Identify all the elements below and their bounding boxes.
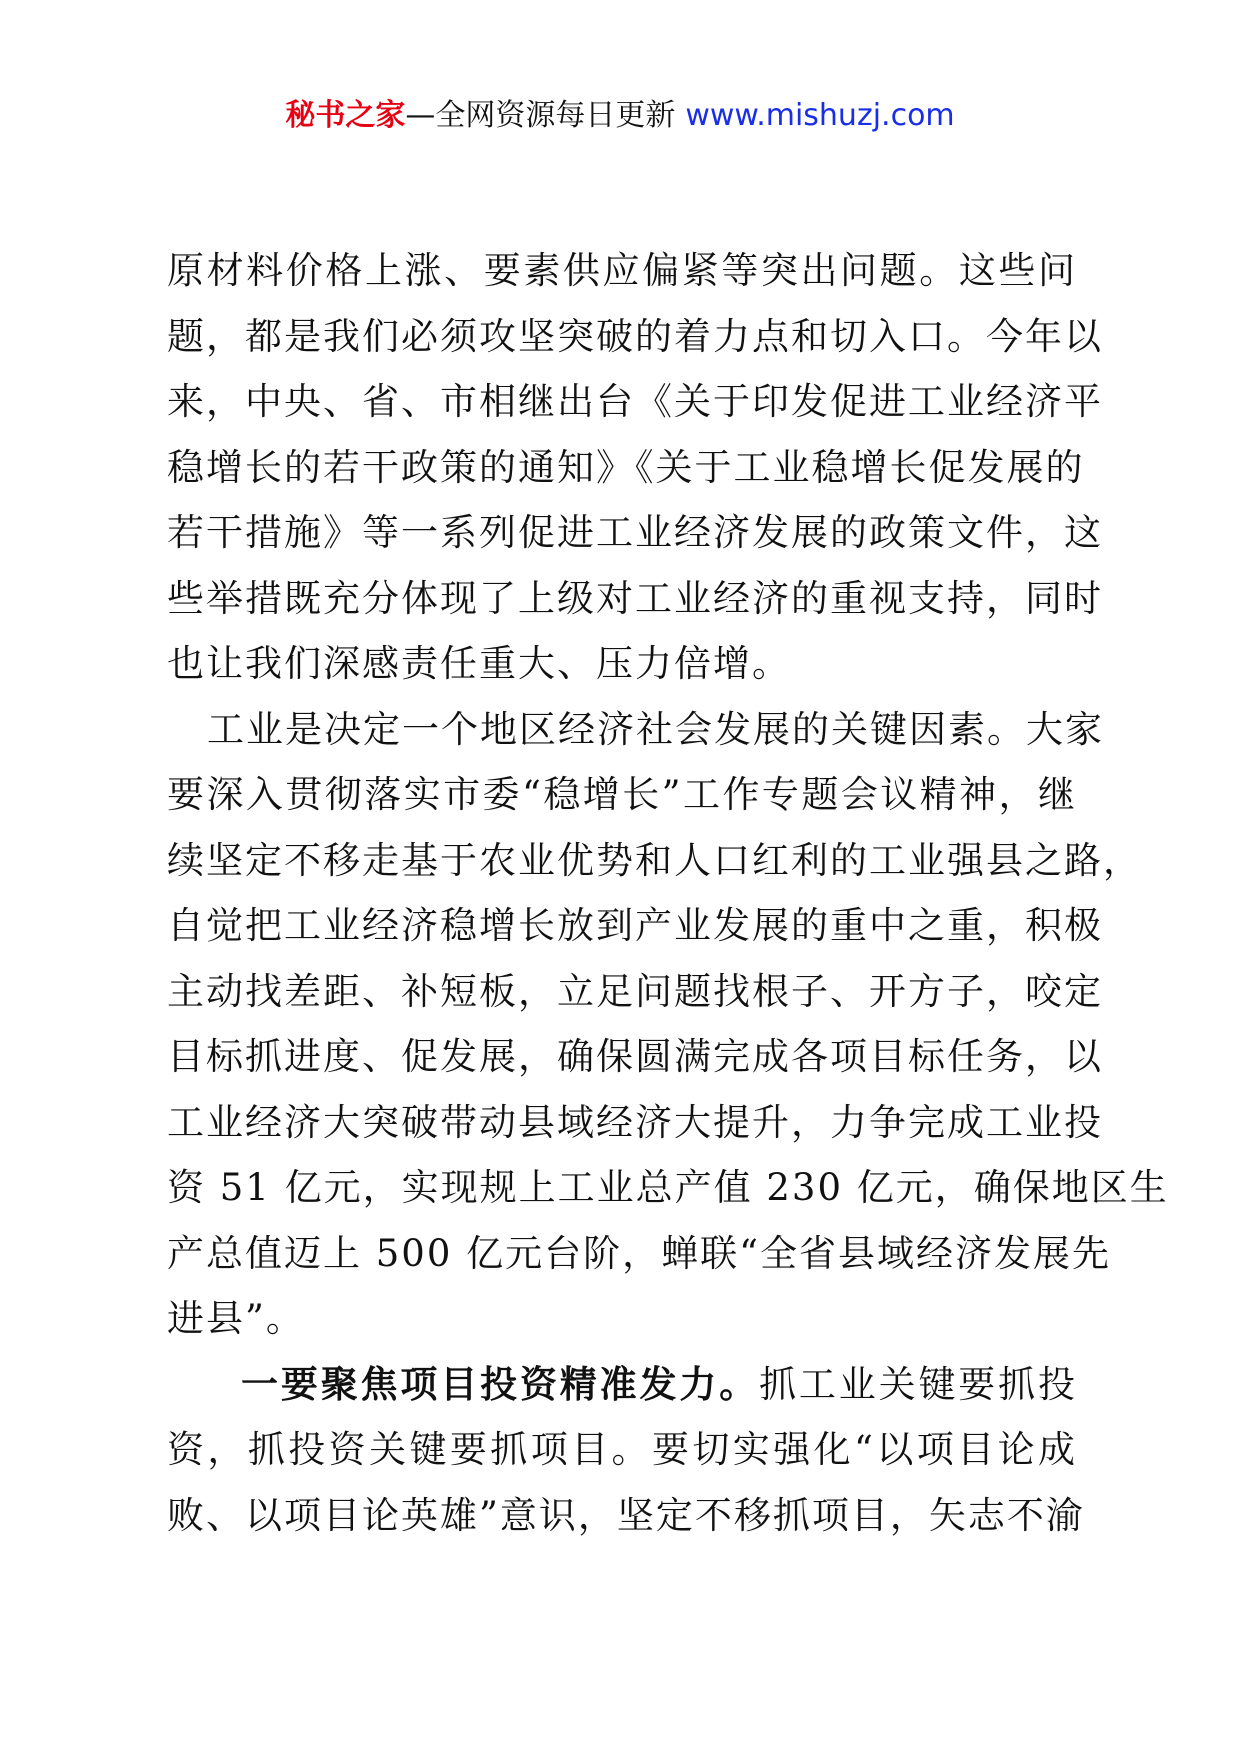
paragraph-line: 若干措施》等一系列促进工业经济发展的政策文件，这 (167, 511, 1103, 554)
paragraph-line: 来，中央、省、市相继出台《关于印发促进工业经济平 (167, 380, 1103, 423)
paragraph-line: 也让我们深感责任重大、压力倍增。 (167, 642, 791, 685)
site-header (0, 96, 1240, 136)
paragraph-line: 资，抓投资关键要抓项目。要切实强化“以项目论成 (167, 1428, 1077, 1471)
site-url-link[interactable]: www.mishuzj.com (685, 98, 955, 133)
section-heading: 一要聚焦项目投资精准发力。 (241, 1361, 760, 1406)
paragraph-line: 目标抓进度、促发展，确保圆满完成各项目标任务，以 (167, 1035, 1103, 1078)
paragraph-3 (167, 1352, 1085, 1549)
paragraph-line: 稳增长的若干政策的通知》《关于工业稳增长促发展的 (167, 445, 1085, 489)
document-body (167, 238, 1169, 1548)
paragraph-line: 资 51 亿元，实现规上工业总产值 230 亿元，确保地区生 (167, 1166, 1169, 1209)
paragraph-line: 要深入贯彻落实市委“稳增长”工作专题会议精神，继 (167, 773, 1077, 816)
paragraph-line: 工业是决定一个地区经济社会发展的关键因素。大家 (207, 707, 1104, 751)
paragraph-line: 原材料价格上涨、要素供应偏紧等突出问题。这些问 (167, 249, 1077, 292)
paragraph-line: 工业经济大突破带动县域经济大提升，力争完成工业投 (167, 1100, 1103, 1144)
paragraph-line: 进县”。 (167, 1297, 305, 1340)
paragraph-1 (167, 238, 1103, 697)
paragraph-2 (167, 697, 1169, 1352)
paragraph-line: 主动找差距、补短板，立足问题找根子、开方子，咬定 (167, 969, 1103, 1013)
heading-line-rest: 抓工业关键要抓投 (759, 1362, 1078, 1406)
site-brand: 秘书之家 (285, 98, 406, 133)
paragraph-line: 题，都是我们必须攻坚突破的着力点和切入口。今年以 (167, 314, 1103, 358)
paragraph-line (167, 1352, 1077, 1418)
paragraph-line: 自觉把工业经济稳增长放到产业发展的重中之重，积极 (167, 904, 1103, 947)
paragraph-line: 产总值迈上 500 亿元台阶，蝉联“全省县域经济发展先 (167, 1231, 1112, 1275)
paragraph-line: 些举措既充分体现了上级对工业经济的重视支持，同时 (167, 576, 1103, 620)
site-tagline: —全网资源每日更新 (405, 98, 676, 133)
paragraph-line: 续坚定不移走基于农业优势和人口红利的工业强县之路， (167, 838, 1142, 882)
paragraph-line: 败、以项目论英雄”意识，坚定不移抓项目，矢志不渝 (167, 1493, 1085, 1537)
